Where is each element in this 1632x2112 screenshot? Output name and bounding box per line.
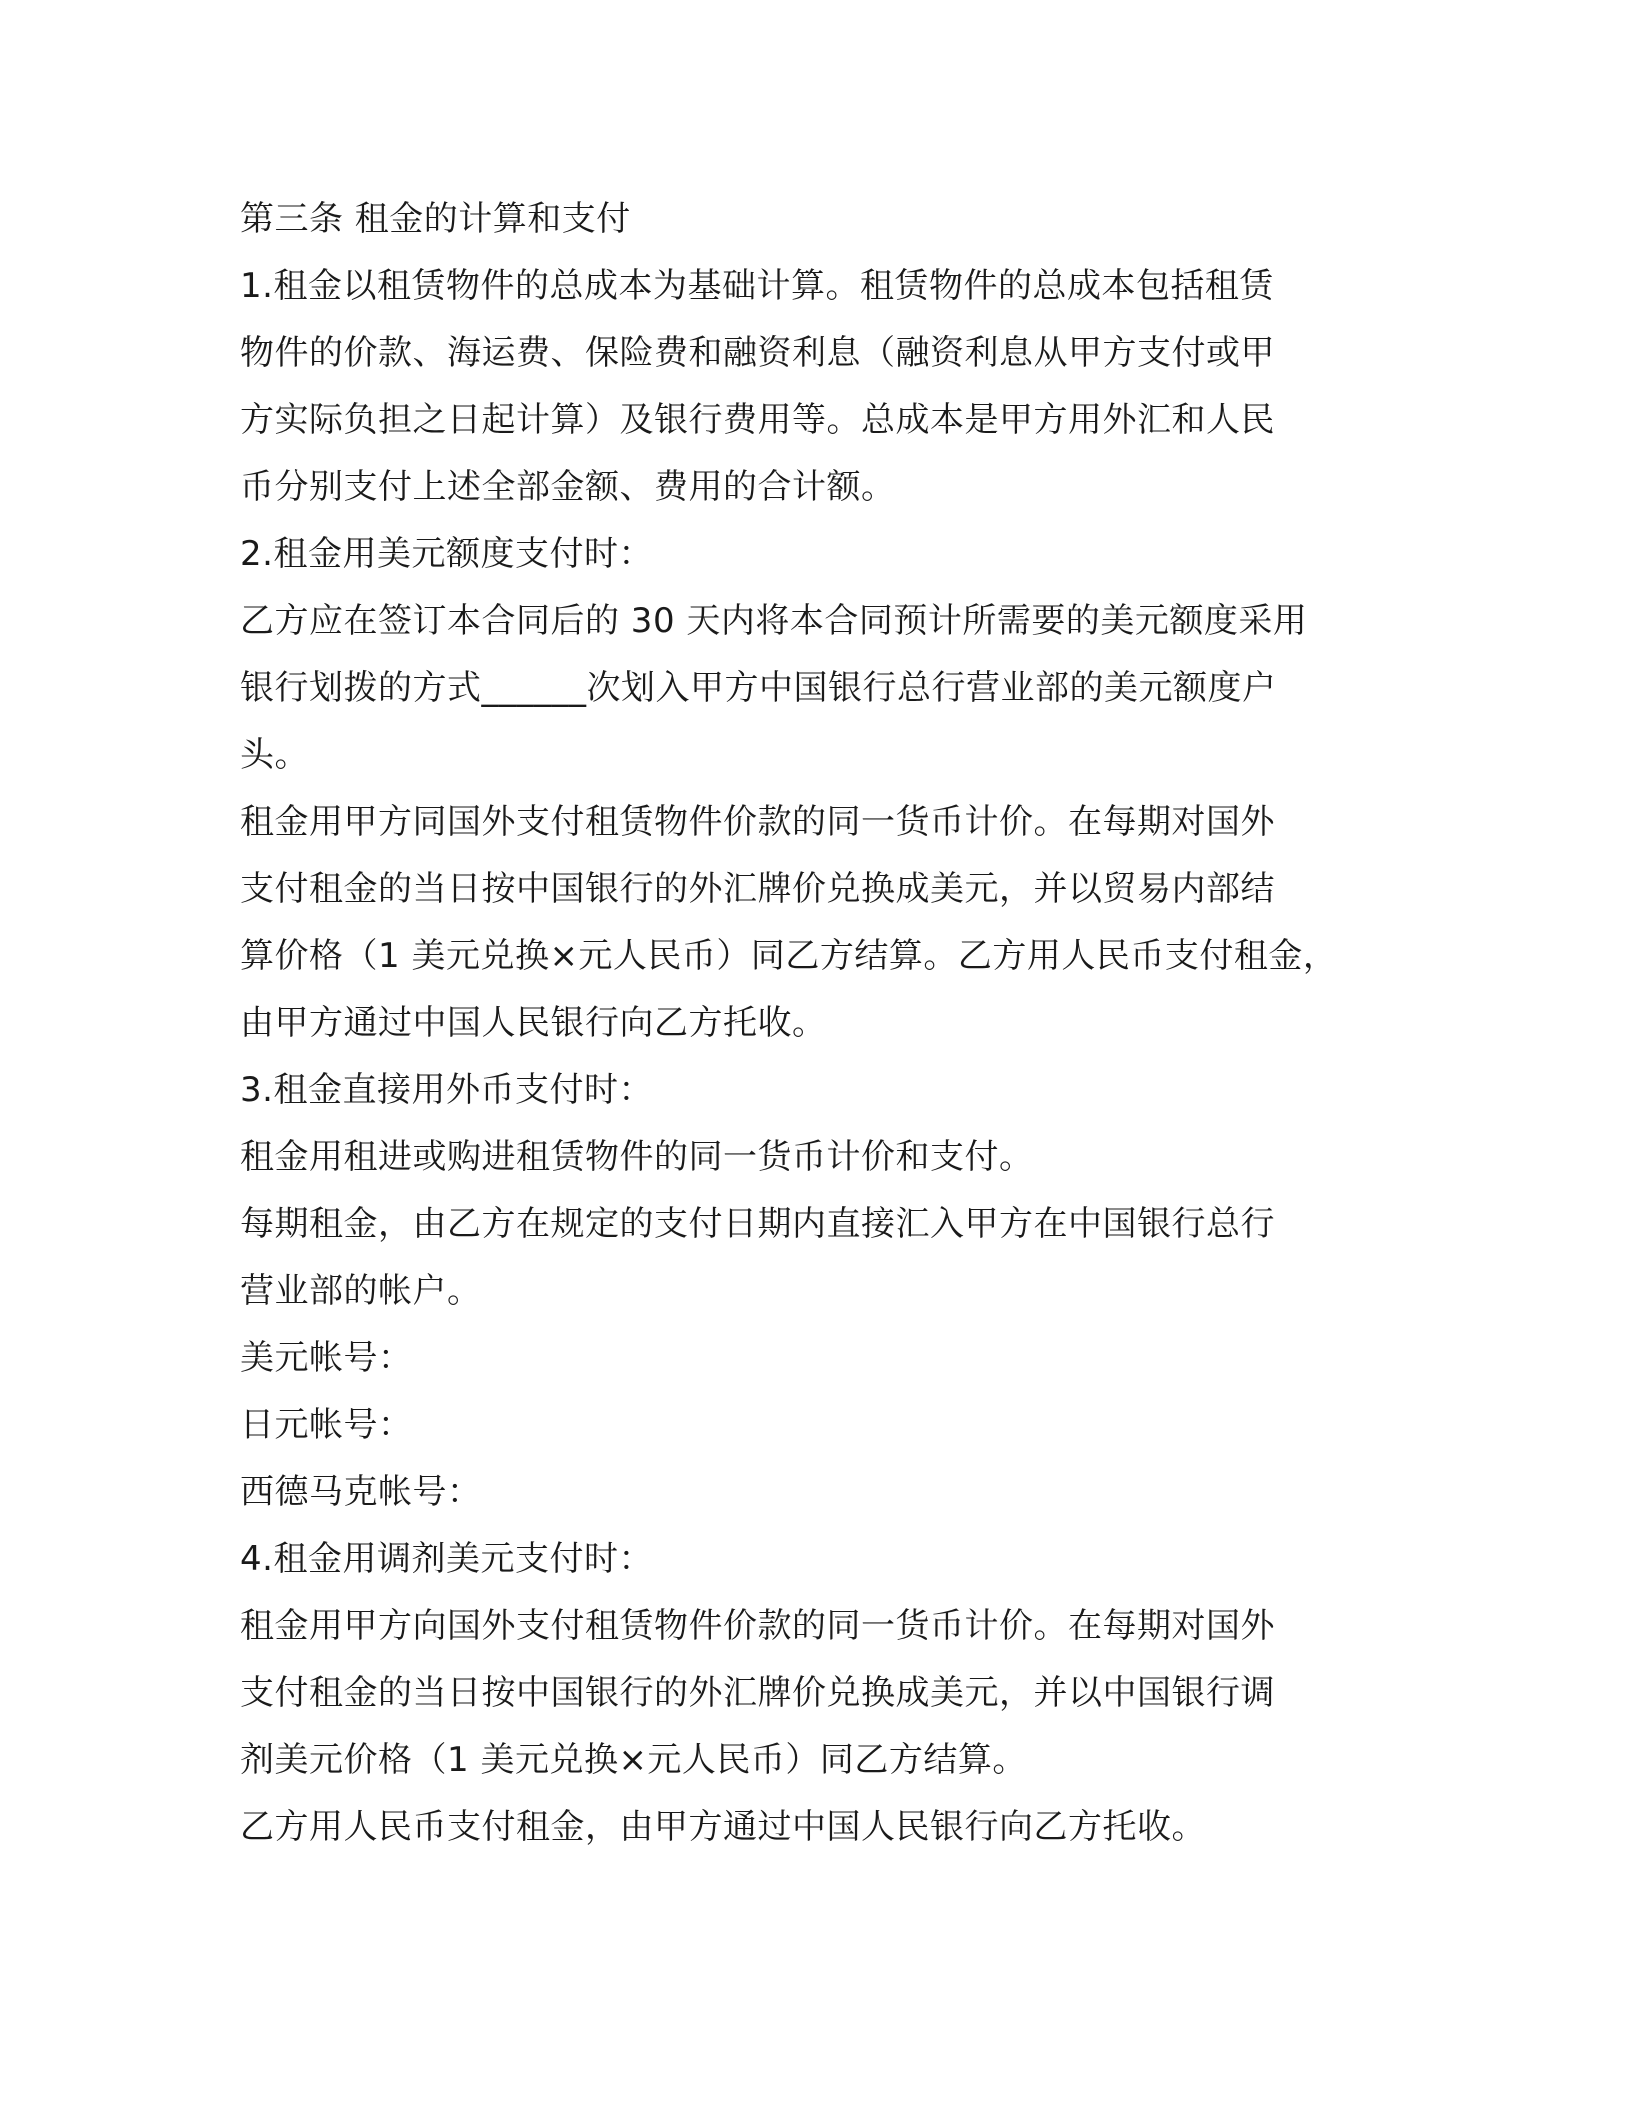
account-label: 美元帐号： [240, 1338, 413, 1378]
paragraph-line: 乙方应在签订本合同后的 30 天内将本合同预计所需要的美元额度采用 [240, 601, 1308, 641]
paragraph-line: 支付租金的当日按中国银行的外汇牌价兑换成美元，并以贸易内部结 [240, 869, 1275, 909]
paragraph-line: 1.租金以租赁物件的总成本为基础计算。租赁物件的总成本包括租赁 [240, 266, 1274, 306]
paragraph-line: 物件的价款、海运费、保险费和融资利息（融资利息从甲方支付或甲 [240, 333, 1275, 373]
paragraph-line: 租金用租进或购进租赁物件的同一货币计价和支付。 [240, 1137, 1034, 1177]
clause-heading: 3.租金直接用外币支付时： [240, 1070, 653, 1110]
paragraph-line: 乙方用人民币支付租金，由甲方通过中国人民银行向乙方托收。 [240, 1807, 1206, 1847]
clause-heading: 4.租金用调剂美元支付时： [240, 1539, 653, 1579]
paragraph-line: 币分别支付上述全部金额、费用的合计额。 [240, 467, 896, 507]
paragraph-line: 由甲方通过中国人民银行向乙方托收。 [240, 1003, 827, 1043]
paragraph-line: 算价格（1 美元兑换×元人民币）同乙方结算。乙方用人民币支付租金， [240, 936, 1338, 976]
clause-heading: 2.租金用美元额度支付时： [240, 534, 653, 574]
paragraph-line: 租金用甲方向国外支付租赁物件价款的同一货币计价。在每期对国外 [240, 1606, 1275, 1646]
section-heading: 第三条 租金的计算和支付 [240, 199, 631, 239]
paragraph-line: 营业部的帐户。 [240, 1271, 482, 1311]
paragraph-line: 每期租金，由乙方在规定的支付日期内直接汇入甲方在中国银行总行 [240, 1204, 1275, 1244]
paragraph-line: 剂美元价格（1 美元兑换×元人民币）同乙方结算。 [240, 1740, 1027, 1780]
paragraph-line: 支付租金的当日按中国银行的外汇牌价兑换成美元，并以中国银行调 [240, 1673, 1275, 1713]
paragraph-line: 租金用甲方同国外支付租赁物件价款的同一货币计价。在每期对国外 [240, 802, 1275, 842]
paragraph-line: 方实际负担之日起计算）及银行费用等。总成本是甲方用外汇和人民 [240, 400, 1275, 440]
document-body [240, 186, 1420, 1861]
account-label: 日元帐号： [240, 1405, 413, 1445]
paragraph-line: 银行划拨的方式______次划入甲方中国银行总行营业部的美元额度户 [240, 668, 1277, 708]
account-label: 西德马克帐号： [240, 1472, 482, 1512]
paragraph-line: 头。 [240, 735, 309, 775]
